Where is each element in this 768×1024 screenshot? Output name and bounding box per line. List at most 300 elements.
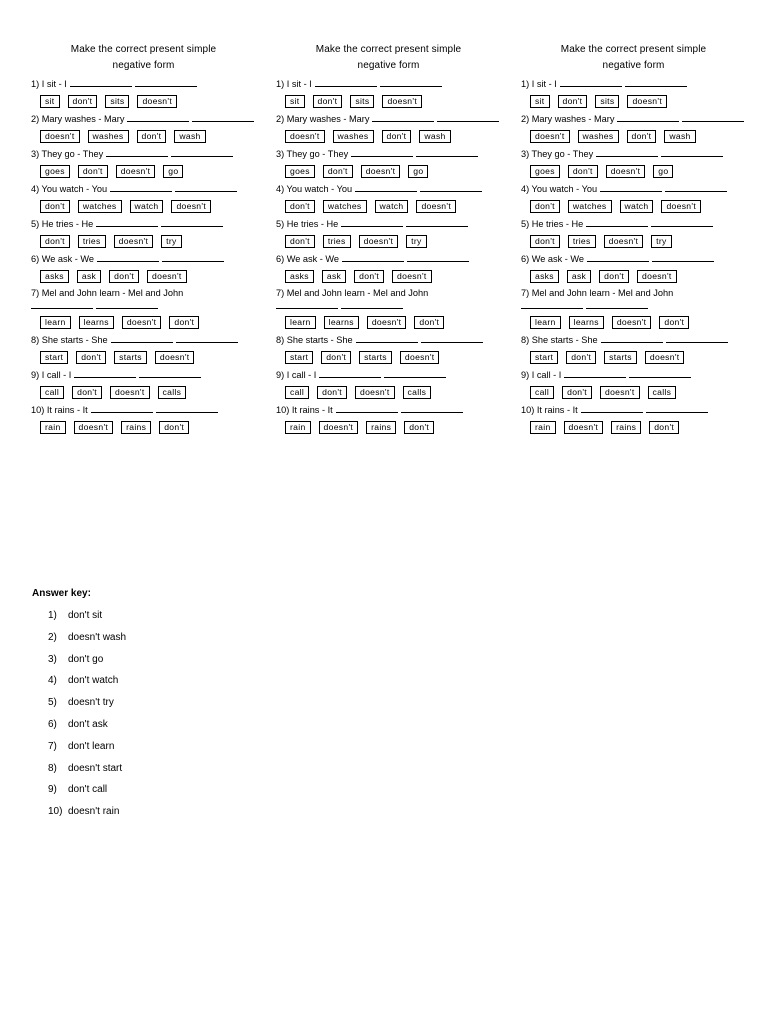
word-option: don't: [659, 316, 689, 329]
word-option: don't: [68, 95, 98, 108]
worksheet-title: [31, 42, 256, 74]
question-line: [31, 77, 256, 90]
word-option: don't: [40, 200, 70, 213]
word-option: don't: [109, 270, 139, 283]
answer-blank[interactable]: [96, 299, 158, 309]
question-prompt: 2) Mary washes - Mary: [276, 114, 370, 124]
word-option: doesn't: [661, 200, 701, 213]
word-option: start: [285, 351, 313, 364]
question-prompt: 1) I sit - I: [521, 79, 557, 89]
answer-blank[interactable]: [564, 368, 626, 378]
word-options: [40, 421, 256, 435]
word-option: start: [40, 351, 68, 364]
answer-blank[interactable]: [74, 368, 136, 378]
answer-blank[interactable]: [31, 299, 93, 309]
word-option: starts: [604, 351, 637, 364]
worksheet-title-line-2: negative form: [357, 60, 420, 71]
question-prompt: 4) You watch - You: [521, 184, 598, 194]
word-option: learn: [40, 316, 71, 329]
word-option: don't: [40, 235, 70, 248]
answer-blank[interactable]: [629, 368, 691, 378]
word-option: don't: [321, 351, 351, 364]
answer-blank[interactable]: [665, 182, 727, 192]
word-options: [40, 130, 256, 144]
word-option: don't: [382, 130, 412, 143]
word-option: watch: [375, 200, 409, 213]
answer-blank[interactable]: [652, 252, 714, 262]
word-option: sit: [285, 95, 305, 108]
answer-blank[interactable]: [646, 403, 708, 413]
word-option: ask: [322, 270, 346, 283]
question: [521, 182, 746, 214]
answer-blank[interactable]: [135, 77, 197, 87]
word-option: don't: [627, 130, 657, 143]
question-line: [31, 147, 256, 160]
word-options: [285, 421, 501, 435]
answer-key-item: [32, 736, 126, 758]
answer-blank[interactable]: [276, 299, 338, 309]
answer-blank[interactable]: [106, 147, 168, 157]
word-option: don't: [414, 316, 444, 329]
question-line: [276, 368, 501, 381]
word-option: don't: [285, 235, 315, 248]
word-option: start: [530, 351, 558, 364]
word-option: watches: [568, 200, 612, 213]
answer-blank[interactable]: [341, 299, 403, 309]
word-option: doesn't: [612, 316, 652, 329]
word-option: wash: [419, 130, 450, 143]
word-option: rain: [40, 421, 66, 434]
answer-key-item: [32, 779, 126, 801]
word-option: doesn't: [114, 235, 154, 248]
worksheet-title-line-2: negative form: [112, 60, 175, 71]
question: [31, 403, 256, 435]
question-prompt: 10) It rains - It: [31, 405, 88, 415]
question: [31, 287, 256, 330]
question-prompt: 6) We ask - We: [31, 254, 94, 264]
word-option: goes: [530, 165, 560, 178]
question: [521, 112, 746, 144]
word-option: don't: [323, 165, 353, 178]
answer-key-list: [32, 605, 126, 823]
answer-blank[interactable]: [666, 333, 728, 343]
question-prompt: 2) Mary washes - Mary: [31, 114, 125, 124]
word-option: learns: [79, 316, 114, 329]
answer-blank[interactable]: [521, 299, 583, 309]
question-prompt: 5) He tries - He: [521, 219, 584, 229]
word-option: rains: [611, 421, 641, 434]
word-option: doesn't: [155, 351, 195, 364]
answer-blank[interactable]: [176, 333, 238, 343]
question-line: [521, 147, 746, 160]
answer-key-text: doesn't try: [68, 697, 114, 709]
word-option: rains: [121, 421, 151, 434]
word-option: learns: [324, 316, 359, 329]
answer-blank[interactable]: [380, 77, 442, 87]
answer-blank[interactable]: [341, 217, 403, 227]
question: [276, 77, 501, 109]
word-options: [285, 351, 501, 365]
answer-blank[interactable]: [162, 252, 224, 262]
question: [276, 368, 501, 400]
worksheet-title-line-1: Make the correct present simple: [70, 44, 217, 55]
question-prompt: 5) He tries - He: [276, 219, 339, 229]
word-option: tries: [568, 235, 596, 248]
answer-blank[interactable]: [110, 182, 172, 192]
question-prompt: 9) I call - I: [276, 370, 317, 380]
answer-blank[interactable]: [406, 217, 468, 227]
word-options: [285, 95, 501, 109]
answer-blank[interactable]: [175, 182, 237, 192]
word-option: doesn't: [116, 165, 156, 178]
answer-key-number: 2): [48, 631, 57, 643]
answer-blank[interactable]: [342, 252, 404, 262]
question: [31, 77, 256, 109]
worksheet-column-2: [276, 42, 501, 435]
question-line: [276, 217, 501, 230]
answer-key-item: [32, 801, 126, 823]
word-option: sits: [105, 95, 129, 108]
word-option: doesn't: [367, 316, 407, 329]
word-option: doesn't: [530, 130, 570, 143]
word-option: don't: [530, 235, 560, 248]
answer-blank[interactable]: [600, 182, 662, 192]
worksheet-title-line-2: negative form: [602, 60, 665, 71]
answer-blank[interactable]: [437, 112, 499, 122]
worksheet-column-1: [31, 42, 256, 435]
answer-key-text: doesn't rain: [68, 806, 120, 818]
word-options: [285, 235, 501, 249]
word-option: watch: [130, 200, 164, 213]
question: [521, 77, 746, 109]
word-option: call: [285, 386, 309, 399]
word-option: starts: [359, 351, 392, 364]
answer-key-item: [32, 714, 126, 736]
answer-key-item: [32, 649, 126, 671]
question: [31, 368, 256, 400]
word-option: don't: [72, 386, 102, 399]
question: [521, 403, 746, 435]
word-options: [530, 165, 746, 179]
question-line: [276, 182, 501, 195]
word-option: doesn't: [147, 270, 187, 283]
question: [31, 182, 256, 214]
answer-key-item: [32, 692, 126, 714]
question-line: [521, 217, 746, 230]
question: [521, 287, 746, 330]
question: [31, 147, 256, 179]
answer-blank[interactable]: [586, 299, 648, 309]
word-option: washes: [578, 130, 619, 143]
word-options: [530, 270, 746, 284]
question: [276, 217, 501, 249]
word-option: doesn't: [400, 351, 440, 364]
word-option: don't: [566, 351, 596, 364]
answer-blank[interactable]: [416, 147, 478, 157]
question-prompt: 8) She starts - She: [521, 335, 598, 345]
question-line: [31, 182, 256, 195]
question: [276, 112, 501, 144]
answer-blank[interactable]: [581, 403, 643, 413]
question-prompt: 3) They go - They: [31, 149, 104, 159]
word-option: go: [653, 165, 673, 178]
word-options: [285, 386, 501, 400]
word-option: calls: [158, 386, 187, 399]
word-option: call: [40, 386, 64, 399]
question-line: [31, 403, 256, 416]
question: [276, 147, 501, 179]
question: [276, 403, 501, 435]
answer-blank[interactable]: [617, 112, 679, 122]
word-option: rains: [366, 421, 396, 434]
question: [31, 252, 256, 284]
question: [276, 252, 501, 284]
answer-blank[interactable]: [97, 252, 159, 262]
question-line: [31, 217, 256, 230]
answer-key-text: doesn't start: [68, 762, 123, 774]
answer-blank[interactable]: [587, 252, 649, 262]
word-option: doesn't: [122, 316, 162, 329]
question-line: [31, 368, 256, 381]
word-options: [40, 165, 256, 179]
word-option: don't: [159, 421, 189, 434]
answer-key-number: 6): [48, 718, 57, 730]
answer-key-item: [32, 605, 126, 627]
question: [276, 182, 501, 214]
question-prompt: 3) They go - They: [276, 149, 349, 159]
answer-blank[interactable]: [336, 403, 398, 413]
word-options: [285, 165, 501, 179]
answer-blank[interactable]: [156, 403, 218, 413]
answer-blank[interactable]: [351, 147, 413, 157]
worksheet-column-3: [521, 42, 746, 435]
answer-key-number: 9): [48, 784, 57, 796]
word-option: calls: [648, 386, 677, 399]
word-option: learn: [285, 316, 316, 329]
word-option: watch: [620, 200, 654, 213]
word-option: washes: [88, 130, 129, 143]
question-prompt: 5) He tries - He: [31, 219, 94, 229]
question-answer-line: [31, 299, 256, 311]
word-option: asks: [285, 270, 314, 283]
answer-blank[interactable]: [139, 368, 201, 378]
question-line: [276, 333, 501, 346]
word-options: [530, 95, 746, 109]
word-option: rain: [285, 421, 311, 434]
question-line: [31, 333, 256, 346]
question-line: [521, 287, 746, 299]
word-option: doesn't: [285, 130, 325, 143]
word-option: don't: [599, 270, 629, 283]
word-option: go: [408, 165, 428, 178]
question-line: [521, 112, 746, 125]
answer-blank[interactable]: [161, 217, 223, 227]
answer-key-title: Answer key:: [32, 588, 91, 599]
answer-key-text: don't sit: [68, 610, 103, 621]
answer-blank[interactable]: [407, 252, 469, 262]
word-option: doesn't: [604, 235, 644, 248]
question-prompt: 4) You watch - You: [276, 184, 353, 194]
word-option: doesn't: [637, 270, 677, 283]
answer-key-item: [32, 758, 126, 780]
word-option: ask: [77, 270, 101, 283]
word-option: don't: [313, 95, 343, 108]
answer-key-number: 4): [48, 675, 57, 687]
answer-blank[interactable]: [315, 77, 377, 87]
question-answer-line: [276, 299, 501, 311]
word-option: starts: [114, 351, 147, 364]
question-line: [31, 112, 256, 125]
answer-blank[interactable]: [70, 77, 132, 87]
question-prompt: 2) Mary washes - Mary: [521, 114, 615, 124]
answer-blank[interactable]: [171, 147, 233, 157]
answer-blank[interactable]: [127, 112, 189, 122]
word-option: asks: [530, 270, 559, 283]
word-option: doesn't: [361, 165, 401, 178]
answer-blank[interactable]: [91, 403, 153, 413]
word-option: doesn't: [382, 95, 422, 108]
answer-blank[interactable]: [420, 182, 482, 192]
question-prompt: 10) It rains - It: [276, 405, 333, 415]
question-line: [276, 252, 501, 265]
question-line: [276, 112, 501, 125]
question-prompt: 6) We ask - We: [521, 254, 584, 264]
answer-key-number: 10): [48, 806, 63, 818]
word-option: doesn't: [137, 95, 177, 108]
word-options: [530, 421, 746, 435]
word-options: [285, 130, 501, 144]
word-option: learn: [530, 316, 561, 329]
question-prompt: 8) She starts - She: [276, 335, 353, 345]
word-option: sit: [40, 95, 60, 108]
answer-key-text: doesn't wash: [68, 631, 127, 643]
word-option: sits: [595, 95, 619, 108]
word-option: ask: [567, 270, 591, 283]
question-line: [31, 287, 256, 299]
question: [521, 217, 746, 249]
answer-blank[interactable]: [96, 217, 158, 227]
question: [521, 368, 746, 400]
worksheet-title: [521, 42, 746, 74]
word-options: [40, 200, 256, 214]
word-option: doesn't: [392, 270, 432, 283]
answer-blank[interactable]: [661, 147, 723, 157]
word-options: [530, 316, 746, 330]
question: [276, 287, 501, 330]
word-option: doesn't: [40, 130, 80, 143]
answer-blank[interactable]: [319, 368, 381, 378]
word-option: sits: [350, 95, 374, 108]
question-prompt: 7) Mel and John learn - Mel and John: [521, 288, 674, 298]
word-options: [285, 200, 501, 214]
answer-blank[interactable]: [401, 403, 463, 413]
answer-key-text: don't go: [68, 653, 104, 665]
word-option: don't: [558, 95, 588, 108]
answer-blank[interactable]: [625, 77, 687, 87]
word-option: doesn't: [171, 200, 211, 213]
question-line: [276, 147, 501, 160]
word-options: [40, 351, 256, 365]
word-option: don't: [137, 130, 167, 143]
question: [31, 333, 256, 365]
word-options: [530, 386, 746, 400]
word-option: don't: [317, 386, 347, 399]
answer-blank[interactable]: [560, 77, 622, 87]
word-option: doesn't: [74, 421, 114, 434]
question: [31, 217, 256, 249]
word-options: [40, 270, 256, 284]
answer-blank[interactable]: [384, 368, 446, 378]
word-option: don't: [568, 165, 598, 178]
word-option: try: [161, 235, 181, 248]
word-options: [285, 316, 501, 330]
word-options: [40, 316, 256, 330]
word-option: asks: [40, 270, 69, 283]
answer-blank[interactable]: [596, 147, 658, 157]
question-line: [521, 182, 746, 195]
word-option: doesn't: [355, 386, 395, 399]
answer-blank[interactable]: [651, 217, 713, 227]
word-option: tries: [78, 235, 106, 248]
answer-key-text: don't call: [68, 784, 108, 796]
question-prompt: 3) They go - They: [521, 149, 594, 159]
answer-blank[interactable]: [586, 217, 648, 227]
word-option: doesn't: [645, 351, 685, 364]
answer-blank[interactable]: [356, 333, 418, 343]
answer-key-text: don't ask: [68, 718, 108, 730]
worksheet-title-line-1: Make the correct present simple: [315, 44, 462, 55]
worksheet-title-line-1: Make the correct present simple: [560, 44, 707, 55]
answer-blank[interactable]: [601, 333, 663, 343]
word-option: goes: [40, 165, 70, 178]
worksheet-title: [276, 42, 501, 74]
question: [521, 333, 746, 365]
answer-key-text: don't learn: [68, 740, 115, 752]
word-option: doesn't: [416, 200, 456, 213]
question-prompt: 1) I sit - I: [276, 79, 312, 89]
answer-blank[interactable]: [192, 112, 254, 122]
word-option: don't: [78, 165, 108, 178]
question-prompt: 10) It rains - It: [521, 405, 578, 415]
question-line: [276, 77, 501, 90]
answer-blank[interactable]: [111, 333, 173, 343]
question-prompt: 1) I sit - I: [31, 79, 67, 89]
answer-blank[interactable]: [372, 112, 434, 122]
word-options: [40, 386, 256, 400]
question-line: [31, 252, 256, 265]
word-option: try: [651, 235, 671, 248]
answer-blank[interactable]: [355, 182, 417, 192]
answer-key-number: 3): [48, 653, 57, 665]
answer-blank[interactable]: [421, 333, 483, 343]
word-option: washes: [333, 130, 374, 143]
answer-key-number: 5): [48, 697, 57, 709]
question-prompt: 7) Mel and John learn - Mel and John: [276, 288, 429, 298]
word-option: calls: [403, 386, 432, 399]
word-option: wash: [664, 130, 695, 143]
word-option: wash: [174, 130, 205, 143]
answer-blank[interactable]: [682, 112, 744, 122]
question-line: [521, 403, 746, 416]
word-option: doesn't: [627, 95, 667, 108]
word-options: [530, 235, 746, 249]
word-option: watches: [78, 200, 122, 213]
word-options: [530, 351, 746, 365]
question-prompt: 6) We ask - We: [276, 254, 339, 264]
question-line: [521, 77, 746, 90]
question-prompt: 9) I call - I: [31, 370, 72, 380]
word-option: don't: [530, 200, 560, 213]
